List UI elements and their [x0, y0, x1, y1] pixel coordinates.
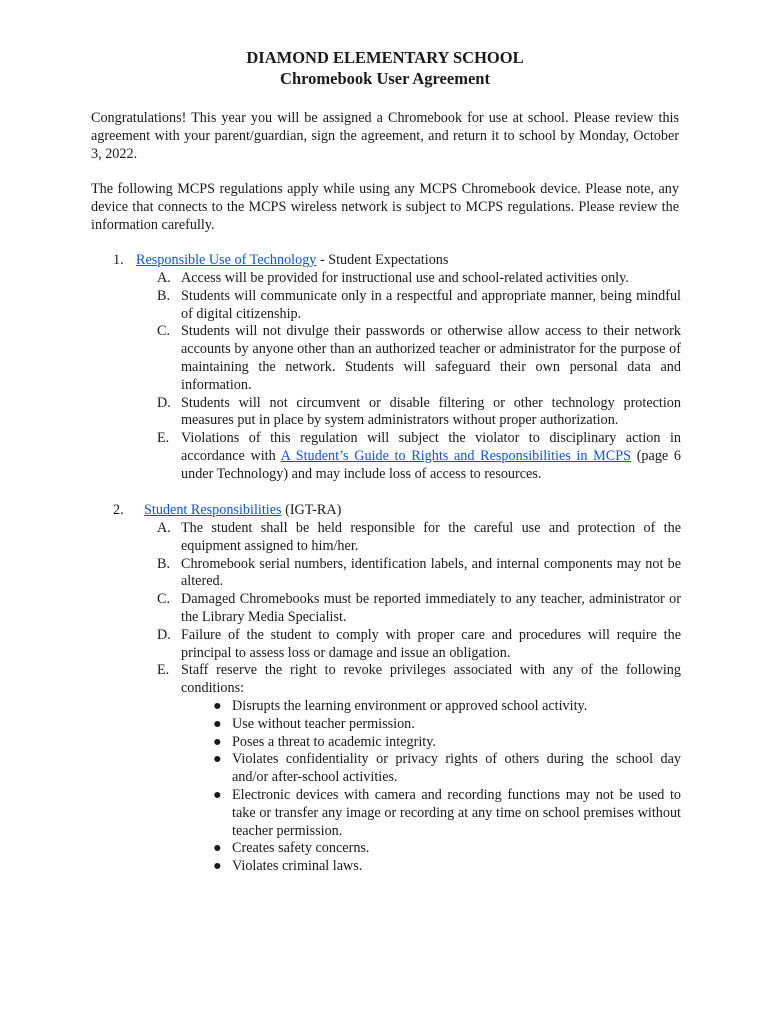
section-title-suffix: (IGT-RA) [281, 502, 342, 518]
bullet-item [181, 840, 681, 858]
conditions-list [91, 698, 681, 876]
bullet-text: Disrupts the learning environment or approved school activity. [232, 697, 588, 714]
item-letter: E. [157, 430, 170, 447]
item-text: Violations of this regulation will subject the violator to disciplinary action in accordance with [181, 430, 681, 464]
item-text: Damaged Chromebooks must be reported immediately to any teacher, administrator or the Library Media Specialist. [181, 591, 681, 625]
bullet-icon: ● [213, 751, 222, 768]
bullet-text: Electronic devices with camera and recording functions may not be used to take or transfer any image or recording at any time on school premises without teacher permission. [232, 786, 681, 839]
item-letter: D. [157, 626, 171, 643]
school-name: DIAMOND ELEMENTARY SCHOOL [246, 48, 524, 67]
item-text-after: (page 6 under Technology) and may include loss of access to resources. [181, 447, 681, 482]
list-item [91, 270, 681, 288]
bullet-item [181, 751, 681, 787]
student-guide-link[interactable]: A Student’s Guide to Rights and Responsibilities in MCPS [280, 447, 632, 464]
list-item [91, 520, 681, 556]
section-heading [91, 502, 681, 520]
responsible-use-link[interactable]: Responsible Use of Technology [136, 252, 317, 268]
bullet-text: Use without teacher permission. [232, 715, 415, 732]
section-heading [91, 252, 681, 270]
bullet-text: Violates confidentiality or privacy rights of others during the school day and/or after-school activities. [232, 751, 681, 786]
bullet-icon: ● [213, 840, 222, 857]
bullet-text: Creates safety concerns. [232, 840, 370, 857]
expectations-list [91, 270, 681, 484]
bullet-icon: ● [213, 858, 222, 875]
item-letter: D. [157, 394, 171, 411]
bullet-item [181, 734, 681, 752]
section-number: 2. [113, 502, 124, 518]
list-item [91, 430, 681, 483]
bullet-item [181, 716, 681, 734]
bullet-item [181, 698, 681, 716]
intro-paragraph: Congratulations! This year you will be assigned a Chromebook for use at school. Please review this agreement with your parent/guardian, sign the agreement, and return it to school by Monday, October 3, 2022. [91, 110, 679, 162]
section-title [144, 502, 341, 520]
section-responsible-use [91, 252, 681, 484]
list-item [91, 395, 681, 431]
item-text: Students will communicate only in a respectful and appropriate manner, being mindful of digital citizenship. [181, 287, 681, 322]
item-letter: B. [157, 555, 171, 572]
list-item [91, 662, 681, 698]
item-letter: B. [157, 287, 171, 304]
item-text: Failure of the student to comply with proper care and procedures will require the principal to assess loss or damage and issue an obligation. [181, 626, 681, 661]
item-text: The student shall be held responsible for the careful use and protection of the equipment assigned to him/her. [181, 520, 681, 554]
section-number: 1. [113, 252, 124, 268]
item-text: Access will be provided for instructional use and school-related activities only. [181, 270, 629, 286]
bullet-item [181, 858, 681, 876]
item-text: Students will not divulge their passwords or otherwise allow access to their network accounts by anyone other than an authorized teacher or administrator for the purpose of maintaining the network. Students will safeguard their own personal data and information. [181, 323, 681, 393]
section-title-suffix: - Student Expectations [316, 252, 449, 268]
item-text: Students will not circumvent or disable filtering or other technology protection measures put in place by system administrators without proper authorization. [181, 394, 681, 429]
section-student-responsibilities [91, 502, 681, 876]
list-item [91, 591, 681, 627]
item-letter: C. [157, 323, 171, 340]
document-title: Chromebook User Agreement [280, 69, 490, 88]
responsibilities-list [91, 520, 681, 698]
bullet-icon: ● [213, 715, 222, 732]
item-text: Staff reserve the right to revoke privileges associated with any of the following conditions: [181, 662, 681, 697]
list-item [91, 627, 681, 663]
item-letter: A. [157, 520, 171, 536]
item-letter: E. [157, 662, 170, 679]
item-text: Chromebook serial numbers, identification labels, and internal components may not be altered. [181, 555, 681, 590]
regulations-paragraph: The following MCPS regulations apply while using any MCPS Chromebook device. Please note, any device that connects to the MCPS wireless network is subject to MCPS regulations. Please review the information carefully. [91, 181, 679, 233]
list-item [91, 288, 681, 324]
bullet-text: Poses a threat to academic integrity. [232, 733, 436, 750]
item-letter: A. [157, 270, 171, 286]
bullet-text: Violates criminal laws. [232, 858, 363, 875]
bullet-icon: ● [213, 786, 222, 803]
student-responsibilities-link[interactable]: Student Responsibilities [144, 502, 282, 518]
item-letter: C. [157, 591, 171, 608]
bullet-icon: ● [213, 697, 222, 714]
list-item [91, 556, 681, 592]
bullet-icon: ● [213, 733, 222, 750]
list-item [91, 323, 681, 394]
section-title [136, 252, 448, 270]
bullet-item [181, 787, 681, 840]
